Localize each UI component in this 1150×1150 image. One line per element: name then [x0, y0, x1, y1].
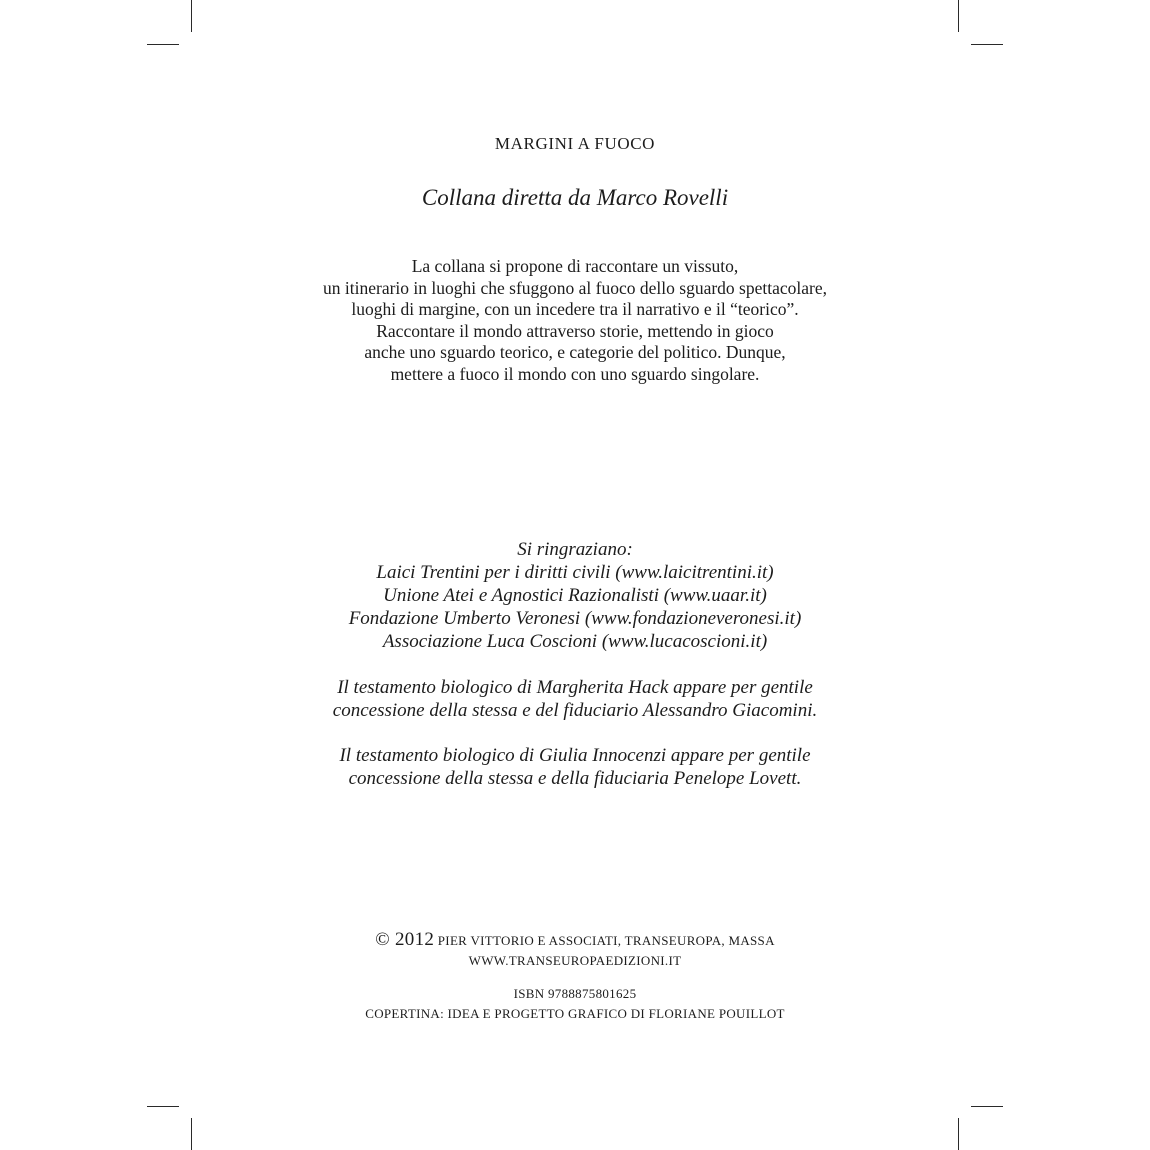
crop-mark-bottom-left-vertical: [191, 1118, 192, 1150]
copyright-line: [0, 930, 1150, 951]
acknowledgement-item: Associazione Luca Coscioni (www.lucacoscioni.it): [382, 631, 768, 652]
description-line: mettere a fuoco il mondo con uno sguardo singolare.: [390, 363, 760, 384]
publisher-website: WWW.TRANSEUROPAEDIZIONI.IT: [468, 953, 682, 968]
description-line: un itinerario in luoghi che sfuggono al fuoco dello sguardo spettacolare,: [323, 277, 827, 298]
series-editor: Collana diretta da Marco Rovelli: [421, 185, 729, 210]
acknowledgement-item: Unione Atei e Agnostici Razionalisti (www.uaar.it): [383, 585, 767, 606]
acknowledgements: [0, 538, 1150, 653]
crop-mark-top-left-vertical: [191, 0, 192, 32]
copyright-year: © 2012: [375, 929, 435, 950]
isbn: ISBN 9788875801625: [513, 986, 637, 1001]
series-description: [0, 256, 1150, 385]
note-line: Il testamento biologico di Margherita Hack appare per gentile: [337, 677, 813, 698]
permission-note-hack: [0, 676, 1150, 722]
note-line: Il testamento biologico di Giulia Innocenzi appare per gentile: [339, 745, 811, 766]
crop-mark-bottom-left-horizontal: [147, 1106, 179, 1107]
acknowledgement-item: Laici Trentini per i diritti civili (www.laicitrentini.it): [376, 562, 774, 583]
description-line: luoghi di margine, con un incedere tra il narrativo e il “teorico”.: [351, 299, 799, 319]
crop-mark-top-left-horizontal: [147, 44, 179, 45]
isbn-block: [0, 984, 1150, 1024]
publisher: PIER VITTORIO E ASSOCIATI, TRANSEUROPA, MASSA: [437, 933, 775, 948]
crop-mark-bottom-right-horizontal: [971, 1106, 1003, 1107]
acknowledgements-heading: Si ringraziano:: [517, 539, 633, 560]
crop-mark-top-right-vertical: [958, 0, 959, 32]
crop-mark-top-right-horizontal: [971, 44, 1003, 45]
description-line: La collana si propone di raccontare un vissuto,: [411, 256, 739, 276]
crop-mark-bottom-right-vertical: [958, 1118, 959, 1150]
note-line: concessione della stessa e della fiduciaria Penelope Lovett.: [348, 768, 802, 789]
description-line: anche uno sguardo teorico, e categorie del politico. Dunque,: [364, 342, 786, 362]
copyright-block: [0, 930, 1150, 971]
note-line: concessione della stessa e del fiduciario Alessandro Giacomini.: [332, 700, 818, 721]
cover-credit: COPERTINA: IDEA E PROGETTO GRAFICO DI FLORIANE POUILLOT: [365, 1006, 785, 1021]
acknowledgement-item: Fondazione Umberto Veronesi (www.fondazioneveronesi.it): [348, 608, 802, 629]
description-line: Raccontare il mondo attraverso storie, mettendo in gioco: [376, 320, 774, 341]
series-title: MARGINI A FUOCO: [494, 134, 656, 153]
permission-note-innocenzi: [0, 744, 1150, 790]
